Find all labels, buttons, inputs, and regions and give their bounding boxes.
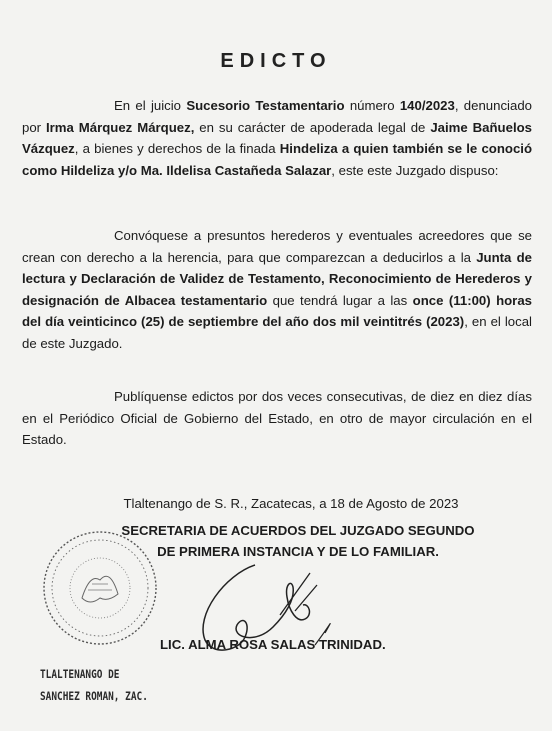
convocation-text: Convóquese a presuntos herederos y eventuales acreedores que se crean con derecho a la herencia, para que comparezcan a deducirlos a la (22, 228, 532, 265)
paragraph-convocation (22, 225, 532, 354)
publication-text: Publíquense edictos por dos veces consecutivas, de diez en diez días en el Periódico Oficial de Gobierno del Estado, en otro de mayor circulación en el Estado. (22, 389, 532, 447)
paragraph-case-details (22, 95, 532, 181)
document-title: EDICTO (220, 50, 332, 72)
hearing-type: Junta de lectura y Declaración de Validez de Testamento, Reconocimiento de Herederos y designación de Albacea testamentario (22, 249, 532, 308)
case-number: 140/2023 (399, 98, 455, 113)
case-text: número (344, 98, 400, 113)
hearing-datetime: once (11:00) horas del día veinticinco (25) de septiembre del año dos mil veintitrés (2023) (22, 292, 532, 329)
signer-name: LIC. ALMA ROSA SALAS TRINIDAD. (160, 637, 386, 652)
deceased-name: Hindeliza a quien también se le conoció como Hildeliza y/o Ma. Ildelisa Castañeda Salazar (22, 141, 532, 178)
case-text: , a bienes y derechos de la finada (74, 141, 280, 156)
place-date: Tlaltenango de S. R., Zacatecas, a 18 de Agosto de 2023 (123, 496, 459, 511)
case-text: , este este Juzgado dispuso: (331, 162, 499, 178)
case-text: en su carácter de apoderada legal de (194, 119, 431, 135)
convocation-text: que tendrá lugar a las (267, 292, 413, 308)
case-text: , denunciado por (22, 98, 532, 135)
court-seal (40, 528, 160, 648)
convocation-text: , en el local de este Juzgado. (22, 314, 532, 351)
case-type: Sucesorio Testamentario (186, 98, 345, 113)
office-line-2: DE PRIMERA INSTANCIA Y DE LO FAMILIAR. (157, 544, 439, 559)
stamp-line-1: TLALTENANGO DE (40, 667, 120, 681)
case-text: En el juicio (114, 98, 187, 113)
represented-name: Jaime Bañuelos Vázquez (22, 119, 532, 156)
location-stamp (40, 663, 148, 707)
office-line-1: SECRETARIA DE ACUERDOS DEL JUZGADO SEGUNDO (121, 523, 475, 538)
stamp-line-2: SANCHEZ ROMAN, ZAC. (40, 689, 148, 703)
paragraph-publication (22, 386, 532, 451)
claimant-name: Irma Márquez Márquez, (46, 119, 195, 135)
